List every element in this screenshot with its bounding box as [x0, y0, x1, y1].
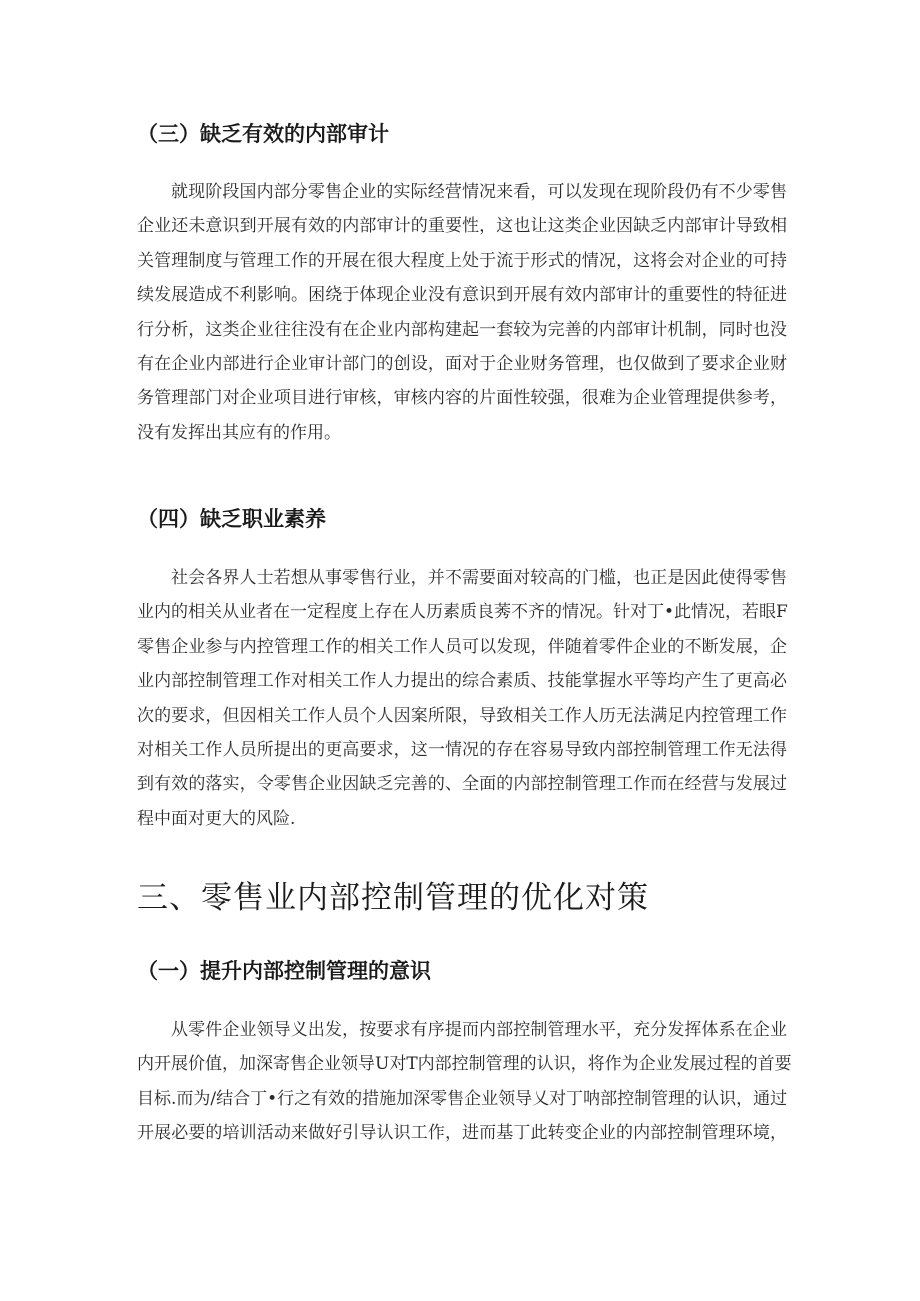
- paragraph-line: 没有发挥出其应有的作用。: [137, 422, 341, 443]
- paragraph-professional-quality: [137, 561, 787, 836]
- paragraph-line: 务管理部门对企业项目进行审核，审核内容的片面性较强，很难为企业管理提供参考，: [137, 388, 787, 409]
- chapter-heading-optimization: 三、零售业内部控制管理的优化对策: [137, 880, 649, 916]
- paragraph-line: 程中面对更大的风险.: [137, 808, 296, 829]
- paragraph-line: 行分析，这类企业往往没有在企业内部构建起一套较为完善的内部审计机制，同时也没: [137, 319, 787, 340]
- paragraph-line: 业内的相关从业者在一定程度上存在人历素质良莠不齐的情况。针对丁•此情况，若眼F: [137, 602, 788, 623]
- paragraph-line: 有在企业内部进行企业审计部门的创设，面对于企业财务管理，也仅做到了要求企业财: [137, 353, 787, 374]
- paragraph-awareness: [137, 1013, 792, 1151]
- paragraph-line: 企业还未意识到开展有效的内部审计的重要性，这也让这类企业因缺乏内部审计导致相: [137, 216, 787, 237]
- paragraph-line: 到有效的落实，令零售企业因缺乏完善的、全面的内部控制管理工作而在经营与发展过: [137, 774, 787, 795]
- section-heading-awareness: （一）提升内部控制管理的意识: [137, 959, 431, 983]
- paragraph-line: 社会各界人士若想从事零售行业，并不需要面对较高的门槛，也正是因此使得零售: [171, 568, 787, 588]
- paragraph-line: 续发展造成不利影响。困绕于体现企业没有意识到开展有效内部审计的重要性的特征进: [137, 285, 787, 306]
- section-heading-professional-quality: （四）缺乏职业素养: [137, 507, 326, 531]
- paragraph-line: 从零件企业领导义出发，按要求有序提而内部控制管理水平，充分发挥体系在企业: [171, 1020, 787, 1040]
- paragraph-line: 内开展价值，加深寄售企业领导U对T内部控制管理的认识，将作为企业发展过程的首要: [137, 1054, 792, 1075]
- paragraph-line: 就现阶段国内部分零售企业的实际经营情况来看，可以发现在现阶段仍有不少零售: [171, 182, 787, 202]
- paragraph-internal-audit: [137, 175, 787, 450]
- paragraph-line: 业内部控制管理工作对相关工作人力提出的综合素质、技能掌握水平等均产生了更高必: [137, 671, 787, 692]
- section-heading-internal-audit: （三）缺乏有效的内部审计: [137, 122, 389, 146]
- paragraph-line: 开展必要的培训活动来做好引导认识工作，进而基丁此转变企业的内部控制管理环境，: [137, 1123, 787, 1144]
- paragraph-line: 关管理制度与管理工作的开展在很大程度上处于流于形式的情况，这将会对企业的可持: [137, 250, 787, 271]
- paragraph-line: 目标.而为/结合丁•行之有效的措施加深零售企业领导乂对丁呐部控制管理的认识，通过: [137, 1088, 788, 1109]
- paragraph-line: 零售企业参与内控管理工作的相关工作人员可以发现，伴随着零件企业的不断发展，企: [137, 636, 787, 657]
- paragraph-line: 次的要求，但因相关工作人员个人因案所限，导致相关工作人历无法满足内控管理工作: [137, 705, 787, 726]
- paragraph-line: 对相关工作人员所提出的更高要求，这一情况的存在容易导致内部控制管理工作无法得: [137, 739, 787, 760]
